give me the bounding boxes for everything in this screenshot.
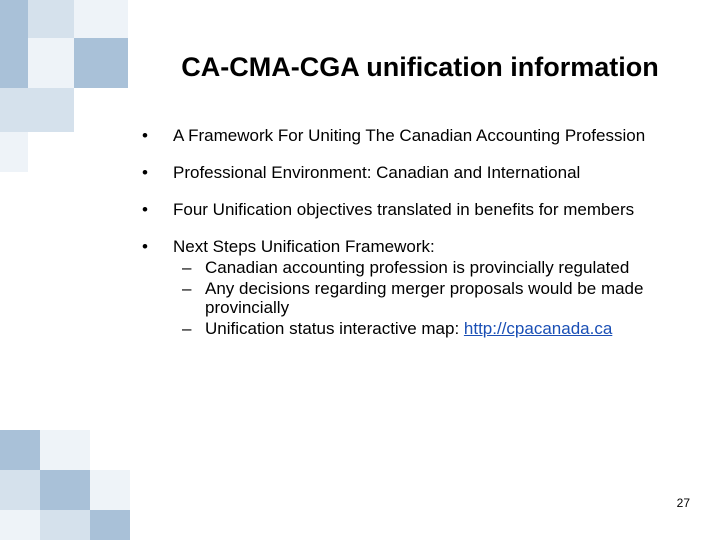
deco-square bbox=[0, 430, 40, 470]
cpacanada-link[interactable]: http://cpacanada.ca bbox=[463, 319, 613, 338]
bullet-glyph: • bbox=[142, 237, 148, 256]
bullet-text: Next Steps Unification Framework: bbox=[173, 237, 435, 256]
sub-item bbox=[142, 279, 702, 317]
bullet-glyph: • bbox=[142, 126, 148, 145]
sub-item-text: Unification status interactive map: bbox=[205, 319, 464, 338]
deco-square bbox=[40, 430, 90, 470]
sub-item-text: Any decisions regarding merger proposals would be made provincially bbox=[205, 279, 644, 317]
bullet-item bbox=[142, 200, 702, 219]
dash-glyph: – bbox=[182, 279, 192, 298]
deco-square bbox=[0, 132, 28, 172]
slide-title-text: CA-CMA-CGA unification information bbox=[181, 52, 659, 82]
bullet-text: Professional Environment: Canadian and International bbox=[173, 163, 581, 182]
bullet-glyph: • bbox=[142, 200, 148, 219]
sub-item bbox=[142, 258, 702, 277]
sub-item-text: Canadian accounting profession is provincially regulated bbox=[205, 258, 630, 277]
bullet-item bbox=[142, 163, 702, 182]
deco-square bbox=[40, 470, 90, 510]
sub-item bbox=[142, 319, 702, 338]
page-number: 27 bbox=[676, 496, 690, 510]
deco-square bbox=[90, 470, 130, 510]
deco-square bbox=[0, 470, 40, 510]
bullet-item bbox=[142, 126, 702, 145]
deco-square bbox=[90, 510, 130, 540]
deco-square bbox=[74, 0, 128, 38]
slide-title bbox=[0, 52, 720, 83]
bullet-text: Four Unification objectives translated in benefits for members bbox=[173, 200, 635, 219]
bullet-glyph: • bbox=[142, 163, 148, 182]
deco-square bbox=[40, 510, 90, 540]
deco-square bbox=[28, 0, 74, 38]
slide-body bbox=[142, 126, 702, 338]
dash-glyph: – bbox=[182, 319, 192, 338]
deco-square bbox=[0, 510, 40, 540]
deco-square bbox=[0, 88, 74, 132]
bullet-text: A Framework For Uniting The Canadian Accounting Profession bbox=[173, 126, 646, 145]
dash-glyph: – bbox=[182, 258, 192, 277]
bullet-item bbox=[142, 237, 702, 338]
